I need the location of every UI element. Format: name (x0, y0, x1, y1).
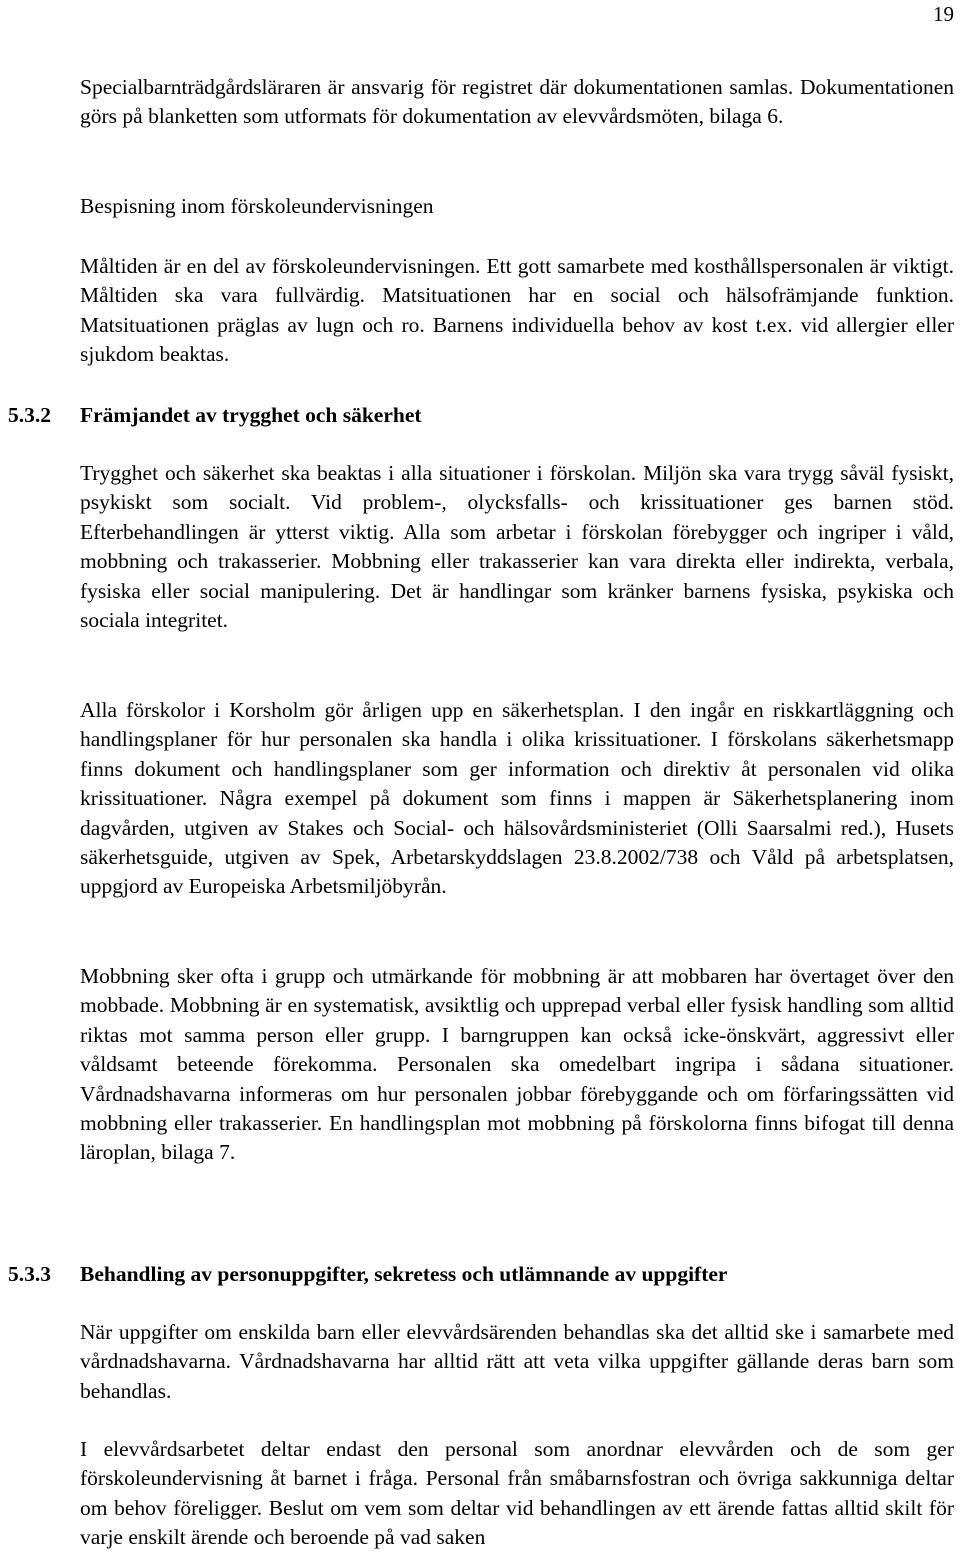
section-number: 5.3.3 (8, 1262, 51, 1286)
section-title: Främjandet av trygghet och säkerhet (80, 403, 422, 427)
section-number: 5.3.2 (8, 403, 51, 427)
paragraph-registry: Specialbarnträdgårdsläraren är ansvarig för registret där dokumentationen samlas. Dokumentationen görs på blanketten som utformats för dokumentation av elevvårdsmöten, bilaga 6. (80, 75, 954, 129)
paragraph-personal-data: När uppgifter om enskilda barn eller elevvårdsärenden behandlas ska det alltid ske i samarbete med vårdnadshavarna. Vårdnadshavarna har alltid rätt att veta vilka uppgifter gällande deras barn som behandlas. (80, 1320, 954, 1403)
paragraph-safety-plan: Alla förskolor i Korsholm gör årligen upp en säkerhetsplan. I den ingår en riskkartläggning och handlingsplaner för hur personalen ska handla i olika krissituationer. I förskolans säkerhetsmapp finns dokument och handlingsplaner som ger information och direktiv åt personalen vid olika krissituationer. Några exempel på dokument som finns i mappen är Säkerhetsplanering inom dagvården, utgiven av Stakes och Social- och hälsovårdsministeriet (Olli Saarsalmi red.), Husets säkerhetsguide, utgiven av Spek, Arbetarskyddslagen 23.8.2002/738 och Våld på arbetsplatsen, uppgjord av Europeiska Arbetsmiljöbyrån. (80, 698, 954, 899)
paragraph-bullying: Mobbning sker ofta i grupp och utmärkande för mobbning är att mobbaren har övertaget över den mobbade. Mobbning är en systematisk, avsiktlig och upprepad verbal eller fysisk handling som alltid riktas mot samma person eller grupp. I barngruppen kan också icke-önskvärt, aggressivt eller våldsamt beteende förekomma. Personalen ska omedelbart ingripa i sådana situationer. Vårdnadshavarna informeras om hur personalen jobbar förebyggande och om förfaringssätten vid mobbning eller trakasserier. En handlingsplan mot mobbning på förskolorna finns bifogat till denna läroplan, bilaga 7. (80, 964, 954, 1165)
paragraph-safety: Trygghet och säkerhet ska beaktas i alla situationer i förskolan. Miljön ska vara trygg såväl fysiskt, psykiskt som socialt. Vid problem-, olycksfalls- och krissituationer ges barnen stöd. Efterbehandlingen är ytterst viktig. Alla som arbetar i förskolan förebygger och ingriper i våld, mobbning och trakasserier. Mobbning eller trakasserier kan vara direkta eller indirekta, verbala, fysiska eller social manipulering. Det är handlingar som kränker barnens fysiska, psykiska och sociala integritet. (80, 461, 954, 633)
subheading-meals: Bespisning inom förskoleundervisningen (80, 194, 434, 218)
page-number: 19 (933, 2, 954, 26)
section-title: Behandling av personuppgifter, sekretess och utlämnande av uppgifter (80, 1262, 728, 1286)
paragraph-pupil-welfare: I elevvårdsarbetet deltar endast den personal som anordnar elevvården och de som ger förskoleundervisning åt barnet i fråga. Personal från småbarnsfostran och övriga sakkunniga deltar om behov föreligger. Beslut om vem som deltar vid behandlingen av ett ärende fattas alltid skilt för varje enskilt ärende och beroende på vad saken (80, 1437, 954, 1550)
paragraph-meals: Måltiden är en del av förskoleundervisningen. Ett gott samarbete med kosthållspersonalen är viktigt. Måltiden ska vara fullvärdig. Matsituationen har en social och hälsofrämjande funktion. Matsituationen präglas av lugn och ro. Barnens individuella behov av kost t.ex. vid allergier eller sjukdom beaktas. (80, 254, 954, 367)
